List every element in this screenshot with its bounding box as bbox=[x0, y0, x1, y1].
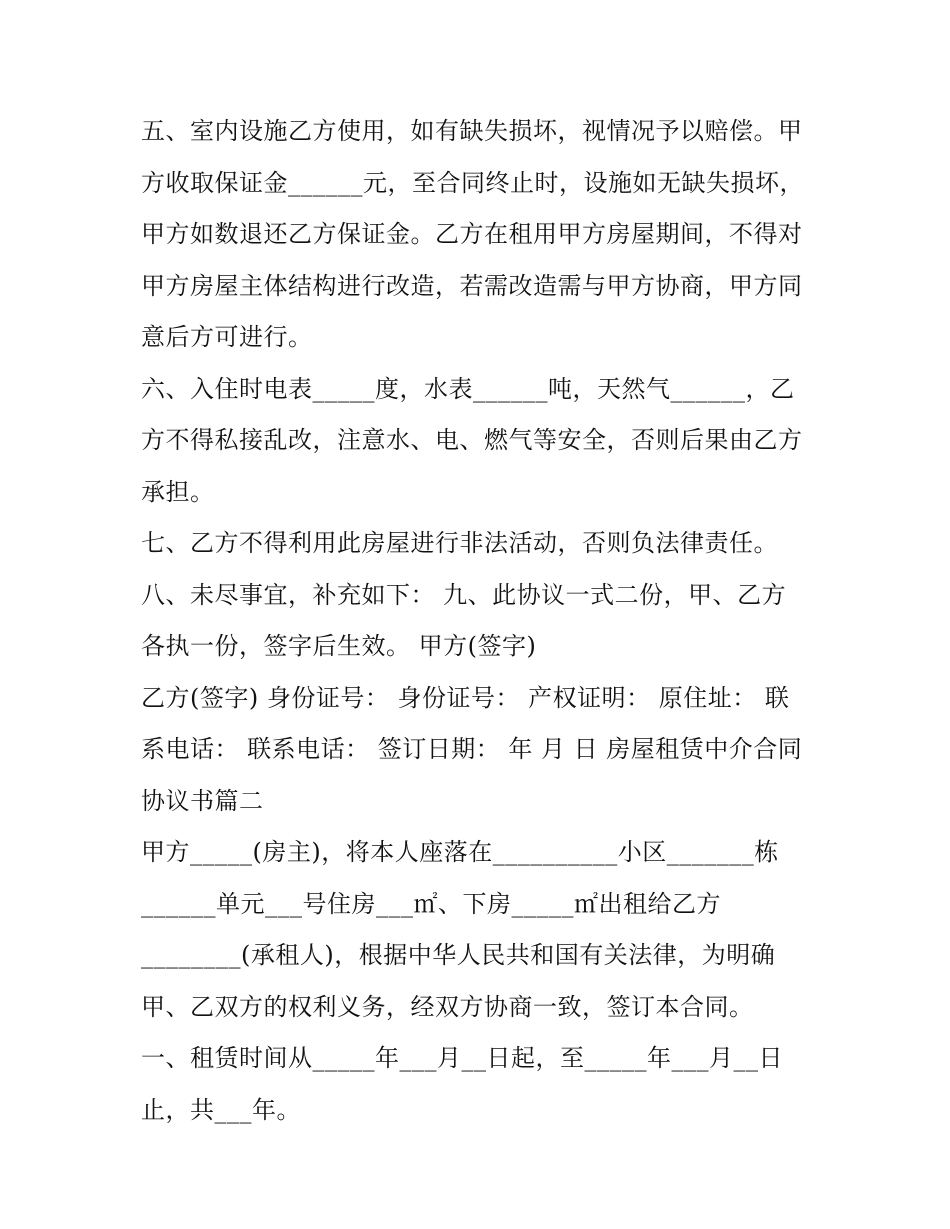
text-line: 甲方_____(房主)，将本人座落在__________小区_______栋 bbox=[141, 838, 779, 866]
text-line: 方不得私接乱改，注意水、电、燃气等安全，否则后果由乙方 bbox=[141, 426, 803, 454]
text-line: 乙方(签字) 身份证号： 身份证号： 产权证明： 原住址： 联 bbox=[141, 683, 790, 712]
text-line: 一、租赁时间从_____年___月__日起，至_____年___月__日 bbox=[141, 1044, 783, 1072]
text-line: 六、入住时电表_____度，水表______吨，天然气______，乙 bbox=[141, 374, 795, 403]
section-heading: 协议书篇二 bbox=[141, 786, 264, 815]
text-line: 甲、乙双方的权利义务，经双方协商一致，签订本合同。 bbox=[141, 992, 754, 1021]
text-line: 甲方房屋主体结构进行改造，若需改造需与甲方协商，甲方同 bbox=[141, 271, 803, 300]
text-line: 止，共___年。 bbox=[141, 1095, 301, 1124]
text-line: 七、乙方不得利用此房屋进行非法活动，否则负法律责任。 bbox=[141, 529, 778, 557]
text-line: 系电话： 联系电话： 签订日期： 年 月 日 房屋租赁中介合同 bbox=[141, 735, 803, 763]
text-line: ______单元___号住房___㎡、下房_____㎡出租给乙方 bbox=[141, 889, 721, 918]
text-line: 意后方可进行。 bbox=[141, 323, 313, 351]
text-line: 方收取保证金______元，至合同终止时，设施如无缺失损坏， bbox=[141, 168, 804, 197]
text-line: 甲方如数退还乙方保证金。乙方在租用甲方房屋期间，不得对 bbox=[141, 220, 803, 248]
text-line: ________(承租人)，根据中华人民共和国有关法律，为明确 bbox=[141, 941, 776, 969]
text-line: 各执一份，签字后生效。 甲方(签字) bbox=[141, 632, 537, 660]
text-line: 八、未尽事宜，补充如下： 九、此协议一式二份，甲、乙方 bbox=[141, 580, 787, 609]
text-line: 五、室内设施乙方使用，如有缺失损坏，视情况予以赔偿。甲 bbox=[141, 117, 803, 145]
document-body bbox=[141, 106, 821, 1136]
text-line: 承担。 bbox=[141, 477, 215, 506]
